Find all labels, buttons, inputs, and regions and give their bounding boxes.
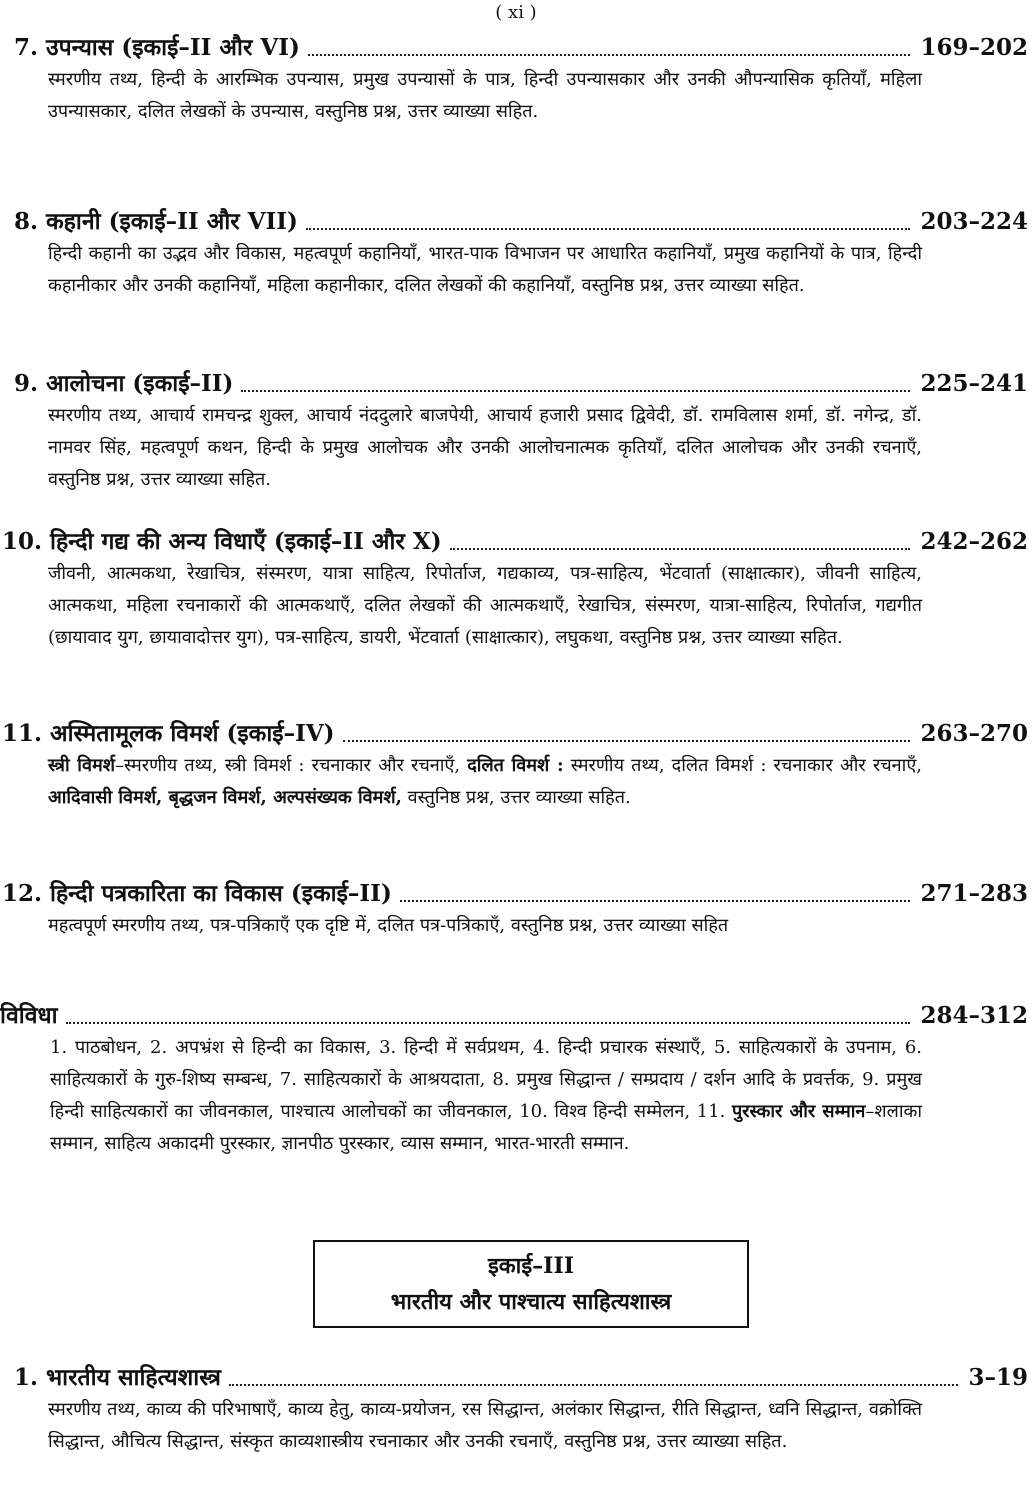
toc-entry-title: अस्मितामूलक विमर्श (इकाई–IV) bbox=[50, 720, 335, 747]
toc-entry-9 bbox=[0, 366, 1032, 496]
toc-entry-heading bbox=[0, 30, 1032, 64]
dot-leader bbox=[308, 54, 911, 56]
toc-entry-vividha bbox=[0, 998, 1032, 1160]
dot-leader bbox=[241, 390, 910, 392]
toc-entry-title: भारतीय साहित्यशास्त्र bbox=[46, 1364, 221, 1391]
toc-entry-number: 12. bbox=[2, 880, 43, 907]
desc-part: पुरस्कार और सम्मान bbox=[731, 1101, 866, 1122]
toc-entry-title: आलोचना (इकाई–II) bbox=[46, 370, 234, 397]
toc-entry-pages: 271–283 bbox=[920, 880, 1028, 907]
dot-leader bbox=[400, 900, 911, 902]
desc-part: –शलाका सम्मान, साहित्य अकादमी पुरस्कार, ज्ञानपीठ पुरस्कार, व्यास सम्मान, भारत-भारती सम्मान. bbox=[50, 1101, 922, 1154]
toc-entry-description: हिन्दी कहानी का उद्भव और विकास, महत्वपूर्ण कहानियाँ, भारत-पाक विभाजन पर आधारित कहानियाँ, प्रमुख कहानियों के पात्र, हिन्दी कहानीकार और उनकी कहानियाँ, महिला कहानीकार, दलित लेखकों की कहानियाँ, वस्तुनिष्ठ प्रश्न, उत्तर व्याख्या सहित. bbox=[48, 243, 922, 296]
toc-entry-title: उपन्यास (इकाई–II और VI) bbox=[46, 34, 300, 61]
toc-entry-pages: 203–224 bbox=[920, 208, 1028, 235]
unit-heading-line2: भारतीय और पाश्चात्य साहित्यशास्त्र bbox=[390, 1289, 672, 1315]
toc-entry-pages: 284–312 bbox=[920, 1002, 1028, 1029]
toc-entry-description: स्मरणीय तथ्य, हिन्दी के आरम्भिक उपन्यास, प्रमुख उपन्यासों के पात्र, हिन्दी उपन्यासकार और उनकी औपन्यासिक कृतियाँ, महिला उपन्यासकार, दलित लेखकों के उपन्यास, वस्तुनिष्ठ प्रश्न, उत्तर व्याख्या सहित. bbox=[48, 69, 922, 122]
toc-entry-description bbox=[0, 1032, 1032, 1160]
toc-entry-number: 11. bbox=[2, 720, 43, 747]
dot-leader bbox=[66, 1022, 911, 1024]
dot-leader bbox=[450, 548, 911, 550]
dot-leader bbox=[343, 740, 911, 742]
toc-entry-heading bbox=[0, 1360, 1032, 1394]
toc-entry-7 bbox=[0, 30, 1032, 128]
toc-entry-heading bbox=[0, 204, 1032, 238]
toc-entry-number: 7. bbox=[14, 34, 39, 61]
toc-entry-number: 10. bbox=[2, 528, 43, 555]
unit-heading-line1: इकाई–III bbox=[487, 1253, 575, 1279]
toc-entry-12 bbox=[0, 876, 1032, 942]
toc-entry-title: हिन्दी गद्य की अन्य विधाएँ (इकाई–II और X) bbox=[50, 528, 442, 555]
toc-entry-pages: 3–19 bbox=[968, 1364, 1028, 1391]
toc-entry-heading bbox=[0, 998, 1032, 1032]
toc-entry-number: 9. bbox=[14, 370, 39, 397]
page-number: ( xi ) bbox=[495, 2, 537, 23]
desc-part: स्त्री विमर्श bbox=[48, 755, 115, 776]
toc-entry-8 bbox=[0, 204, 1032, 302]
desc-part: आदिवासी विमर्श, बृद्धजन विमर्श, अल्पसंख्यक विमर्श, bbox=[48, 787, 402, 808]
toc-entry-description: स्मरणीय तथ्य, काव्य की परिभाषाएँ, काव्य हेतु, काव्य-प्रयोजन, रस सिद्धान्त, अलंकार सिद्धान्त, रीति सिद्धान्त, ध्वनि सिद्धान्त, वक्रोक्ति सिद्धान्त, औचित्य सिद्धान्त, संस्कृत काव्यशास्त्रीय रचनाकार और उनकी रचनाएँ, वस्तुनिष्ठ प्रश्न, उत्तर व्याख्या सहित. bbox=[48, 1399, 922, 1452]
desc-part: दलित विमर्श : bbox=[467, 755, 564, 776]
toc-entry-description: स्मरणीय तथ्य, आचार्य रामचन्द्र शुक्ल, आचार्य नंददुलारे बाजपेयी, आचार्य हजारी प्रसाद द्विवेदी, डॉ. रामविलास शर्मा, डॉ. नगेन्द्र, डॉ. नामवर सिंह, महत्वपूर्ण कथन, हिन्दी के प्रमुख आलोचक और उनकी आलोचनात्मक कृतियाँ, दलित आलोचक और उनकी रचनाएँ, वस्तुनिष्ठ प्रश्न, उत्तर व्याख्या सहित. bbox=[48, 405, 922, 490]
desc-part: वस्तुनिष्ठ प्रश्न, उत्तर व्याख्या सहित. bbox=[401, 787, 631, 808]
toc-entry-pages: 263–270 bbox=[920, 720, 1028, 747]
toc-entry-title: हिन्दी पत्रकारिता का विकास (इकाई–II) bbox=[50, 880, 392, 907]
toc-entry-heading bbox=[0, 716, 1032, 750]
toc-entry-number: 8. bbox=[14, 208, 39, 235]
toc-entry-pages: 169–202 bbox=[920, 34, 1028, 61]
toc-entry-pages: 242–262 bbox=[920, 528, 1028, 555]
desc-part: –स्मरणीय तथ्य, स्त्री विमर्श : रचनाकार और रचनाएँ, bbox=[114, 755, 468, 776]
toc-entry-title: कहानी (इकाई–II और VII) bbox=[46, 208, 298, 235]
desc-part: 1. पाठबोधन, 2. अपभ्रंश से हिन्दी का विकास, 3. हिन्दी में सर्वप्रथम, 4. हिन्दी प्रचारक संस्थाएँ, 5. साहित्यकारों के उपनाम, 6. साहित्यकारों के गुरु-शिष्य सम्बन्ध, 7. साहित्यकारों के आश्रयदाता, 8. प्रमुख सिद्धान्त / सम्प्रदाय / दर्शन आदि के प्रवर्त्तक, 9. प्रमुख हिन्दी साहित्यकारों का जीवनकाल, पाश्चात्य आलोचकों का जीवनकाल, 10. विश्व हिन्दी सम्मेलन, 11. bbox=[50, 1037, 922, 1122]
toc-entry-title: विविधा bbox=[0, 1002, 58, 1029]
toc-entry-10 bbox=[0, 524, 1032, 654]
toc-entry-11 bbox=[0, 716, 1032, 814]
desc-part: स्मरणीय तथ्य, दलित विमर्श : रचनाकार और रचनाएँ, bbox=[563, 755, 922, 776]
toc-entry-description bbox=[0, 750, 1032, 814]
unit-heading-box bbox=[313, 1240, 749, 1328]
toc-entry-unit3-1 bbox=[0, 1360, 1032, 1458]
toc-entry-description: महत्वपूर्ण स्मरणीय तथ्य, पत्र-पत्रिकाएँ एक दृष्टि में, दलित पत्र-पत्रिकाएँ, वस्तुनिष्ठ प्रश्न, उत्तर व्याख्या सहित bbox=[48, 915, 729, 936]
toc-entry-description: जीवनी, आत्मकथा, रेखाचित्र, संस्मरण, यात्रा साहित्य, रिपोर्ताज, गद्यकाव्य, पत्र-साहित्य, भेंटवार्ता (साक्षात्कार), जीवनी साहित्य, आत्मकथा, महिला रचनाकारों की आत्मकथाएँ, दलित लेखकों की आत्मकथाएँ, रेखाचित्र, संस्मरण, यात्रा-साहित्य, रिपोर्ताज, गद्यगीत (छायावाद युग, छायावादोत्तर युग), पत्र-साहित्य, डायरी, भेंटवार्ता (साक्षात्कार), लघुकथा, वस्तुनिष्ठ प्रश्न, उत्तर व्याख्या सहित. bbox=[48, 563, 922, 648]
toc-entry-pages: 225–241 bbox=[920, 370, 1028, 397]
toc-entry-number: 1. bbox=[14, 1364, 39, 1391]
dot-leader bbox=[229, 1384, 959, 1386]
toc-entry-heading bbox=[0, 876, 1032, 910]
dot-leader bbox=[306, 228, 911, 230]
toc-entry-heading bbox=[0, 524, 1032, 558]
toc-entry-heading bbox=[0, 366, 1032, 400]
